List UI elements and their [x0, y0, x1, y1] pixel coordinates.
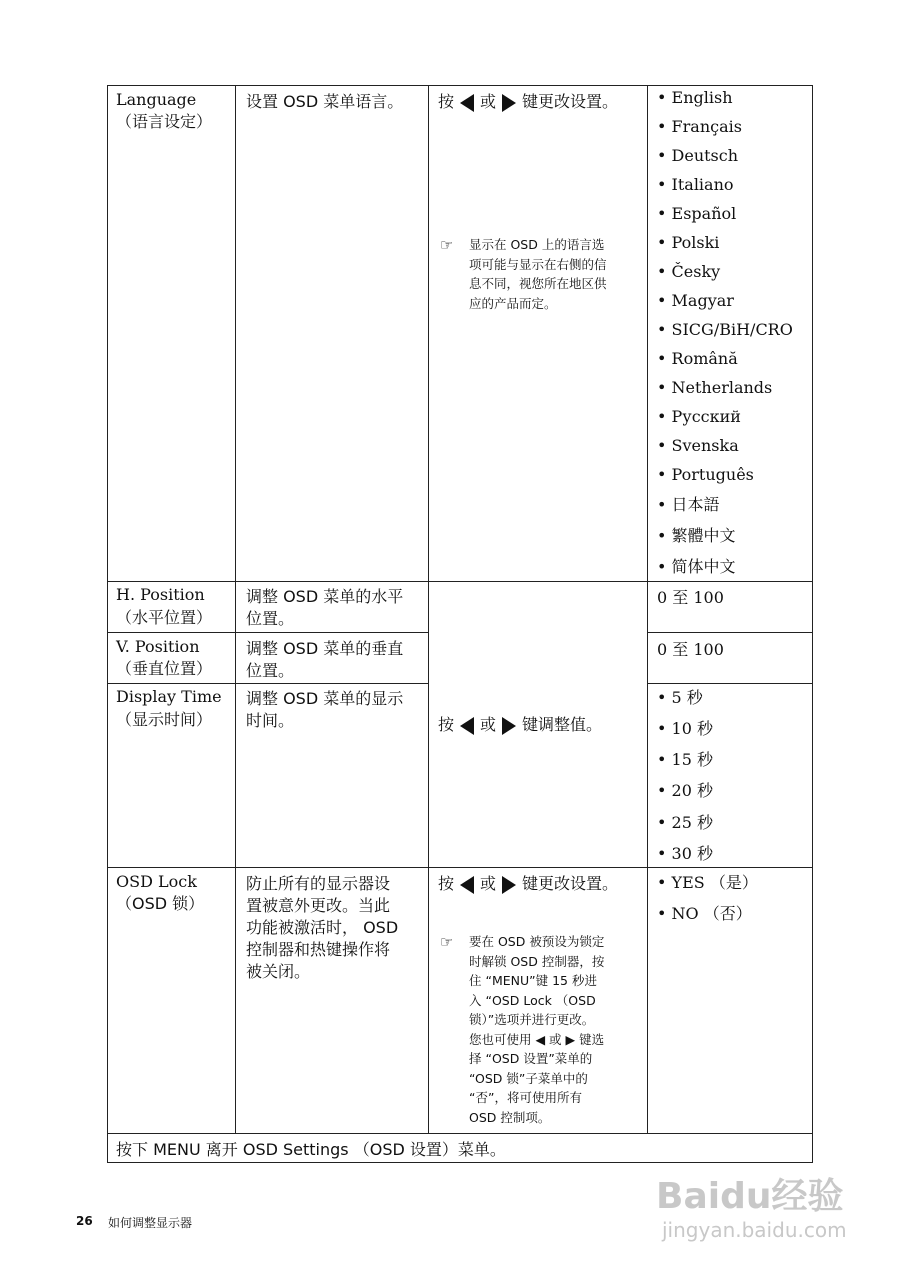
display-time-option: • 15 秒 — [657, 750, 713, 769]
right-arrow-icon — [502, 876, 516, 894]
osd-lock-description-line: 被关闭。 — [246, 962, 311, 981]
osd-lock-description-line: 置被意外更改。当此 — [246, 896, 391, 915]
note-line: 您也可使用 ◀ 或 ▶ 键选 — [469, 1031, 605, 1047]
note-line: 项可能与显示在右侧的信 — [469, 256, 607, 272]
note-line: 应的产品而定。 — [469, 295, 557, 311]
left-arrow-icon — [460, 717, 474, 735]
display-time-description-line: 调整 OSD 菜单的显示 — [246, 689, 404, 708]
exit-instruction: 按下 MENU 离开 OSD Settings （OSD 设置）菜单。 — [116, 1140, 506, 1159]
shared-operation — [438, 714, 602, 736]
row-divider-hpos-a — [107, 632, 429, 633]
row-divider-hpos-b — [647, 632, 813, 633]
osd-lock-description-line: 功能被激活时， OSD — [246, 918, 399, 937]
vpos-range — [657, 639, 724, 661]
hpos-range — [657, 587, 724, 609]
language-option-japanese: • 日本語 — [657, 495, 720, 514]
language-option-espanol: • Español — [657, 204, 737, 223]
range-text: 0 至 100 — [657, 588, 724, 607]
language-option-francais: • Français — [657, 117, 742, 136]
language-option-simp-chinese: • 简体中文 — [657, 557, 736, 576]
note-line: 息不同，视您所在地区供 — [469, 276, 607, 291]
note-line: 择 “OSD 设置”菜单的 — [469, 1051, 593, 1066]
language-option-russian: • Русский — [657, 407, 741, 426]
col-divider-3 — [647, 85, 648, 1133]
language-option-netherlands: • Netherlands — [657, 378, 773, 397]
vpos-description-line: 调整 OSD 菜单的垂直 — [246, 639, 404, 658]
note-line: OSD 控制项。 — [469, 1109, 551, 1125]
row-divider-vpos-b — [647, 683, 813, 684]
table-border-right — [812, 85, 813, 1163]
osd-lock-item-cn: （OSD 锁） — [116, 894, 205, 913]
table-border-bottom — [107, 1162, 813, 1163]
note-line: “OSD 锁”子菜单中的 — [469, 1070, 588, 1086]
note-line: 锁）”选项并进行更改。 — [469, 1012, 595, 1027]
display-time-option: • 5 秒 — [657, 688, 703, 707]
osd-lock-item-label: OSD Lock — [116, 872, 197, 891]
vpos-description-line: 位置。 — [246, 661, 295, 680]
language-option-english: • English — [657, 88, 733, 107]
range-text: 0 至 100 — [657, 640, 724, 659]
note-line: 要在 OSD 被预设为锁定 — [469, 934, 605, 949]
osd-lock-operation — [438, 873, 618, 895]
note-hand-icon: ☞ — [440, 933, 454, 951]
language-item-cn: （语言设定） — [116, 112, 213, 131]
display-time-option: • 25 秒 — [657, 813, 713, 832]
note-line: 入 “OSD Lock （OSD — [469, 992, 596, 1008]
note-hand-icon: ☞ — [440, 236, 454, 254]
op-post: 键调整值。 — [522, 715, 603, 734]
display-time-item-label: Display Time — [116, 687, 222, 706]
row-divider-display-time — [107, 867, 813, 868]
op-press: 按 — [438, 92, 455, 111]
table-border-left — [107, 85, 108, 1163]
language-note — [469, 235, 607, 313]
display-time-description-line: 时间。 — [246, 711, 295, 730]
note-line: 时解锁 OSD 控制器，按 — [469, 953, 605, 969]
hpos-description-line: 调整 OSD 菜单的水平 — [246, 587, 404, 606]
display-time-option: • 30 秒 — [657, 844, 713, 863]
hpos-item-cn: （水平位置） — [116, 608, 213, 627]
display-time-option: • 20 秒 — [657, 781, 713, 800]
page-number: 26 — [76, 1214, 93, 1228]
left-arrow-icon — [460, 94, 474, 112]
language-option-svenska: • Svenska — [657, 436, 739, 455]
row-divider-vpos-a — [107, 683, 429, 684]
language-option-trad-chinese: • 繁體中文 — [657, 526, 736, 545]
display-time-item-cn: （显示时间） — [116, 710, 213, 729]
osd-lock-description-line: 控制器和热键操作将 — [246, 940, 391, 959]
op-or: 或 — [480, 715, 497, 734]
right-arrow-icon — [502, 717, 516, 735]
op-or: 或 — [480, 92, 497, 111]
col-divider-2 — [428, 85, 429, 1133]
language-option-romana: • Română — [657, 349, 738, 368]
note-line: 住 “MENU”键 15 秒进 — [469, 973, 597, 988]
display-time-option: • 10 秒 — [657, 719, 713, 738]
op-or: 或 — [480, 874, 497, 893]
osd-lock-option-no: • NO （否） — [657, 904, 752, 923]
op-post: 键更改设置。 — [522, 92, 619, 111]
vpos-item-label: V. Position — [116, 637, 200, 656]
vpos-item-cn: （垂直位置） — [116, 659, 213, 678]
right-arrow-icon — [502, 94, 516, 112]
language-option-portugues: • Português — [657, 465, 754, 484]
left-arrow-icon — [460, 876, 474, 894]
section-title: 如何调整显示器 — [108, 1216, 193, 1230]
op-press: 按 — [438, 874, 455, 893]
hpos-item-label: H. Position — [116, 585, 205, 604]
col-divider-1 — [235, 85, 236, 1133]
row-divider-language — [107, 581, 813, 582]
op-post: 键更改设置。 — [522, 874, 619, 893]
note-line: 显示在 OSD 上的语言选 — [469, 237, 605, 252]
language-operation — [438, 91, 618, 113]
language-option-magyar: • Magyar — [657, 291, 734, 310]
osd-lock-option-yes: • YES （是） — [657, 873, 758, 892]
row-divider-osd-lock — [107, 1133, 813, 1134]
baidu-watermark-url: jingyan.baidu.com — [662, 1218, 847, 1242]
language-option-polski: • Polski — [657, 233, 720, 252]
op-press: 按 — [438, 715, 455, 734]
note-line: “否”，将可使用所有 — [469, 1090, 582, 1105]
language-option-sicg: • SICG/BiH/CRO — [657, 320, 793, 339]
baidu-watermark-logo: Baidu经验 — [656, 1176, 844, 1217]
language-item-label: Language — [116, 90, 197, 109]
language-option-deutsch: • Deutsch — [657, 146, 739, 165]
osd-lock-note — [469, 932, 604, 1127]
language-option-cesky: • Česky — [657, 262, 721, 281]
osd-lock-description-line: 防止所有的显示器设 — [246, 874, 391, 893]
table-border-top — [107, 85, 813, 86]
hpos-description-line: 位置。 — [246, 609, 295, 628]
language-option-italiano: • Italiano — [657, 175, 734, 194]
language-description: 设置 OSD 菜单语言。 — [246, 92, 404, 111]
